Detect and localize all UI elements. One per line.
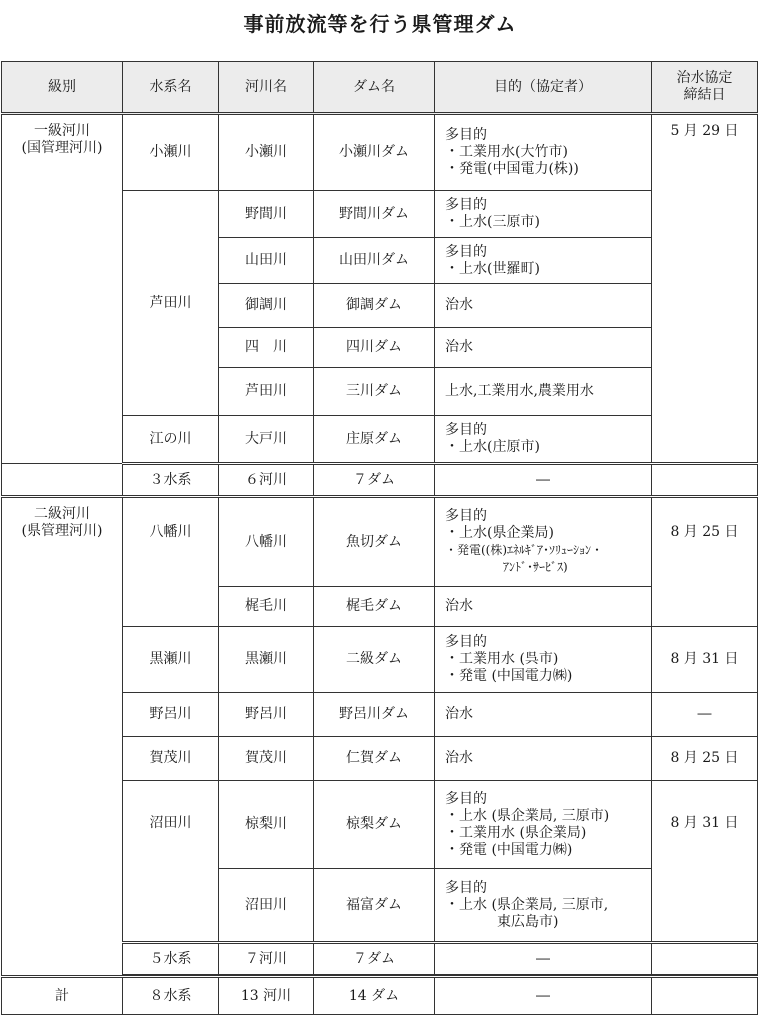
purpose-cell: ― (435, 464, 652, 497)
river-cell: 野間川 (219, 191, 314, 238)
river-cell: 13 河川 (219, 977, 314, 1015)
purpose-cell: ― (435, 977, 652, 1015)
river-cell: 賀茂川 (219, 737, 314, 781)
system-cell: 八幡川 (123, 497, 219, 627)
purpose-cell: 治水 (435, 737, 652, 781)
system-cell: ５水系 (123, 943, 219, 975)
dam-cell: 山田川ダム (314, 238, 435, 284)
dam-cell: 仁賀ダム (314, 737, 435, 781)
dam-cell: 椋梨ダム (314, 781, 435, 869)
purpose-cell: 治水 (435, 693, 652, 737)
date-cell (652, 464, 758, 497)
dam-cell: 二級ダム (314, 627, 435, 693)
dam-cell: 野間川ダム (314, 191, 435, 238)
purpose-cell: 多目的 ・工業用水(大竹市) ・発電(中国電力(株)) (435, 114, 652, 191)
page-title: 事前放流等を行う県管理ダム (243, 12, 517, 36)
total-label: 計 (2, 977, 123, 1015)
dam-cell: 御調ダム (314, 284, 435, 328)
table-row (2, 114, 758, 191)
header-row (2, 62, 758, 114)
system-cell: 芦田川 (123, 191, 219, 416)
purpose-cell: 多目的 ・上水(三原市) (435, 191, 652, 238)
header-class: 級別 (2, 62, 123, 114)
system-cell: ８水系 (123, 977, 219, 1015)
header-river: 河川名 (219, 62, 314, 114)
system-cell: 黒瀬川 (123, 627, 219, 693)
dam-cell: 梶毛ダム (314, 587, 435, 627)
river-cell: 沼田川 (219, 869, 314, 943)
total-row (2, 977, 758, 1015)
river-cell: ７河川 (219, 943, 314, 975)
purpose-cell: 治水 (435, 587, 652, 627)
purpose-cell: 多目的 ・上水(庄原市) (435, 416, 652, 464)
system-cell: ３水系 (123, 464, 219, 497)
river-cell: 八幡川 (219, 497, 314, 587)
river-cell: 小瀬川 (219, 114, 314, 191)
river-cell: 梶毛川 (219, 587, 314, 627)
system-cell: 沼田川 (123, 781, 219, 943)
purpose-cell: ― (435, 943, 652, 975)
header-dam: ダム名 (314, 62, 435, 114)
date-cell: 8 月 25 日 (652, 497, 758, 627)
river-cell: 大戸川 (219, 416, 314, 464)
dam-cell: 14 ダム (314, 977, 435, 1015)
class-label: 一級河川 (国管理河川) (2, 114, 123, 464)
purpose-cell: 多目的 ・上水(県企業局) ・発電((株)ｴﾈﾙｷﾞｱ･ｿﾘｭｰｼｮﾝ・ ｱﾝﾄﾞ･ｻｰﾋﾞｽ) (435, 497, 652, 587)
river-cell: 御調川 (219, 284, 314, 328)
dam-cell: 三川ダム (314, 368, 435, 416)
river-cell: 椋梨川 (219, 781, 314, 869)
date-cell: 8 月 25 日 (652, 737, 758, 781)
purpose-cell: 多目的 ・上水(世羅町) (435, 238, 652, 284)
dam-cell: 小瀬川ダム (314, 114, 435, 191)
purpose-cell: 治水 (435, 284, 652, 328)
river-cell: 芦田川 (219, 368, 314, 416)
purpose-cell: 治水 (435, 328, 652, 368)
dam-cell: ７ダム (314, 943, 435, 975)
class-label (2, 464, 123, 497)
date-cell: 5 月 29 日 (652, 114, 758, 464)
header-system: 水系名 (123, 62, 219, 114)
date-cell: 8 月 31 日 (652, 781, 758, 943)
dam-table (1, 61, 758, 1015)
river-cell: ６河川 (219, 464, 314, 497)
date-cell: ― (652, 693, 758, 737)
system-cell: 小瀬川 (123, 114, 219, 191)
purpose-cell: 上水,工業用水,農業用水 (435, 368, 652, 416)
subtotal-row (2, 464, 758, 497)
river-cell: 山田川 (219, 238, 314, 284)
date-cell (652, 943, 758, 975)
purpose-cell: 多目的 ・上水 (県企業局, 三原市) ・工業用水 (県企業局) ・発電 (中国電力㈱) (435, 781, 652, 869)
system-cell: 江の川 (123, 416, 219, 464)
river-cell: 野呂川 (219, 693, 314, 737)
dam-cell: 四川ダム (314, 328, 435, 368)
river-cell: 黒瀬川 (219, 627, 314, 693)
table-row (2, 497, 758, 587)
date-cell: 8 月 31 日 (652, 627, 758, 693)
class-label: 二級河川 (県管理河川) (2, 497, 123, 977)
purpose-cell: 多目的 ・工業用水 (呉市) ・発電 (中国電力㈱) (435, 627, 652, 693)
river-cell: 四 川 (219, 328, 314, 368)
header-date: 治水協定 締結日 (652, 62, 758, 114)
dam-cell: 福富ダム (314, 869, 435, 943)
date-cell (652, 977, 758, 1015)
system-cell: 賀茂川 (123, 737, 219, 781)
dam-cell: 魚切ダム (314, 497, 435, 587)
header-purpose: 目的（協定者） (435, 62, 652, 114)
dam-cell: 庄原ダム (314, 416, 435, 464)
purpose-cell: 多目的 ・上水 (県企業局, 三原市, 東広島市) (435, 869, 652, 943)
system-cell: 野呂川 (123, 693, 219, 737)
dam-cell: ７ダム (314, 464, 435, 497)
dam-cell: 野呂川ダム (314, 693, 435, 737)
